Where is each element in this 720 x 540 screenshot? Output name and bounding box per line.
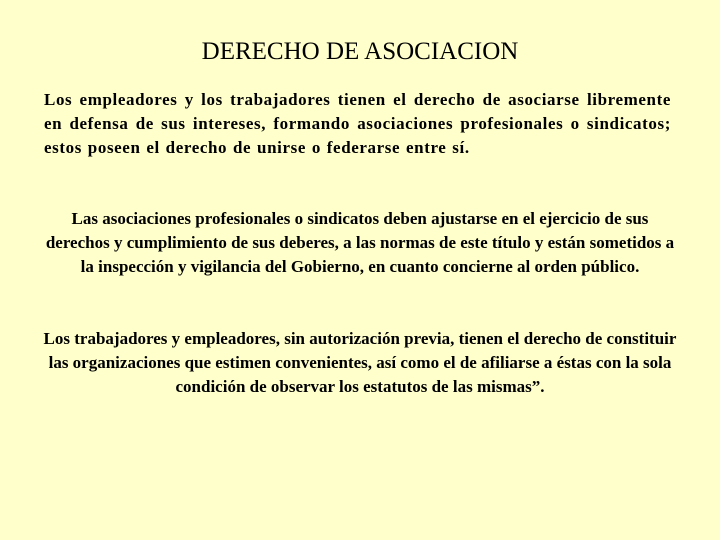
paragraph-right-to-associate: Los empleadores y los trabajadores tienen el derecho de asociarse libremente en defensa de sus intereses, formando asociaciones profesionales o sindicatos; estos poseen el derecho de unirse o federarse entre sí. (44, 90, 671, 157)
paragraph-right-to-organize: Los trabajadores y empleadores, sin autorización previa, tienen el derecho de constituir las organizaciones que estimen convenientes, así como el de afiliarse a éstas con la sola condición de observar los estatutos de las mismas”. (43, 329, 677, 396)
slide-title: DERECHO DE ASOCIACION (201, 38, 519, 65)
paragraph-union-obligations: Las asociaciones profesionales o sindicatos deben ajustarse en el ejercicio de sus derechos y cumplimiento de sus deberes, a las normas de este título y están sometidos a la inspección y vigilancia del Gobierno, en cuanto concierne al orden público. (45, 209, 675, 276)
